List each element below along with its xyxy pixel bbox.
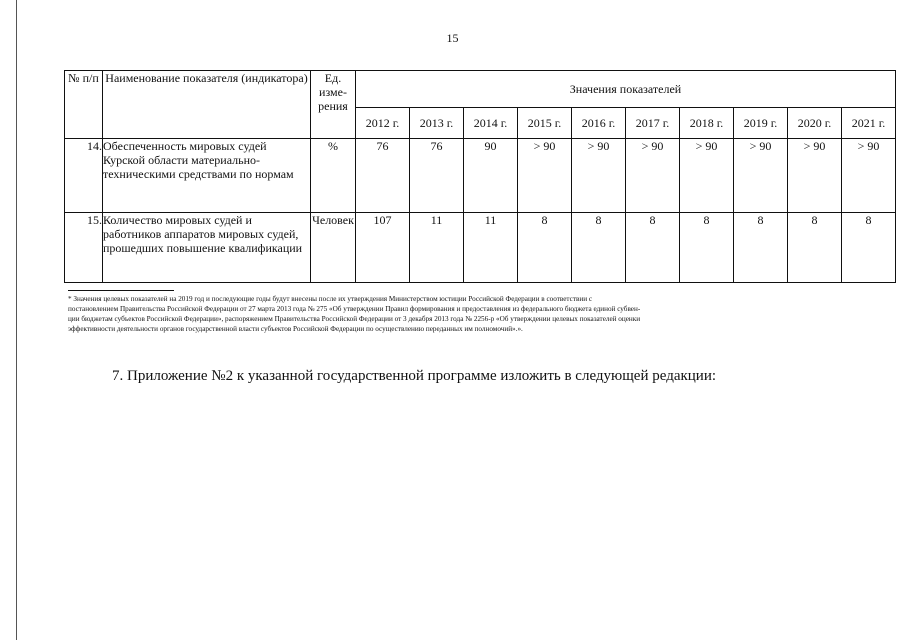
column-header-year: 2015 г. — [518, 108, 572, 139]
table-row — [65, 213, 896, 283]
indicator-value: > 90 — [734, 139, 788, 213]
indicator-value: > 90 — [518, 139, 572, 213]
column-header-year: 2017 г. — [626, 108, 680, 139]
indicator-value: 107 — [356, 213, 410, 283]
indicator-value: 76 — [410, 139, 464, 213]
indicator-value: > 90 — [572, 139, 626, 213]
column-header-year: 2014 г. — [464, 108, 518, 139]
indicator-value: 76 — [356, 139, 410, 213]
row-number: 15. — [65, 213, 103, 283]
indicator-name: Количество мировых судей и работников аппаратов мировых судей, прошедших повышение квалификации — [103, 213, 311, 283]
column-header-unit: Ед. изме-рения — [311, 71, 356, 139]
indicator-value: 8 — [788, 213, 842, 283]
column-header-year: 2013 г. — [410, 108, 464, 139]
column-header-year: 2020 г. — [788, 108, 842, 139]
indicator-value: 8 — [572, 213, 626, 283]
indicators-table — [64, 70, 896, 283]
footnote-line: постановлением Правительства Российской Федерации от 27 марта 2013 года № 275 «Об утверждении Правил формирования и предоставления из федерального бюджета единой субвен- — [68, 305, 641, 313]
footnote — [68, 294, 850, 334]
footnote-line: * Значения целевых показателей на 2019 год и последующие годы будут внесены после их утверждения Министерством юстиции Российской Федерации в соответствии с — [68, 295, 593, 303]
indicator-value: 8 — [842, 213, 896, 283]
column-header-name: Наименование показателя (индикатора) — [103, 71, 311, 139]
footnote-separator — [68, 290, 174, 291]
indicator-value: 8 — [680, 213, 734, 283]
column-group-header-values: Значения показателей — [356, 71, 896, 108]
section-item-7: 7. Приложение №2 к указанной государственной программе изложить в следующей редакции: — [112, 368, 717, 384]
column-header-number: № п/п — [65, 71, 103, 139]
column-header-year: 2016 г. — [572, 108, 626, 139]
indicator-value: 90 — [464, 139, 518, 213]
column-header-year: 2012 г. — [356, 108, 410, 139]
indicator-unit: % — [311, 139, 356, 213]
indicator-name: Обеспеченность мировых судей Курской области материально-техническими средствами по нормам — [103, 139, 311, 213]
footnote-line: ции бюджетам субъектов Российской Федерации», распоряжением Правительства Российской Федерации от 3 декабря 2013 года № 2256-р «Об утверждении целевых показателей оценки — [68, 315, 641, 323]
indicator-value: 8 — [626, 213, 680, 283]
indicator-value: > 90 — [626, 139, 680, 213]
footnote-line: эффективности деятельности органов государственной власти субъектов Российской Федерации по осуществлению переданных им полномочий».». — [68, 325, 523, 333]
indicator-value: > 90 — [788, 139, 842, 213]
indicator-value: > 90 — [680, 139, 734, 213]
indicator-value: > 90 — [842, 139, 896, 213]
table-row — [65, 139, 896, 213]
indicator-value: 8 — [734, 213, 788, 283]
scan-edge-line — [16, 0, 17, 640]
indicator-value: 11 — [464, 213, 518, 283]
column-header-year: 2019 г. — [734, 108, 788, 139]
column-header-year: 2018 г. — [680, 108, 734, 139]
column-header-year: 2021 г. — [842, 108, 896, 139]
indicator-value: 11 — [410, 213, 464, 283]
page-number: 15 — [446, 31, 459, 45]
indicator-unit: Человек — [311, 213, 356, 283]
indicator-value: 8 — [518, 213, 572, 283]
row-number: 14. — [65, 139, 103, 213]
